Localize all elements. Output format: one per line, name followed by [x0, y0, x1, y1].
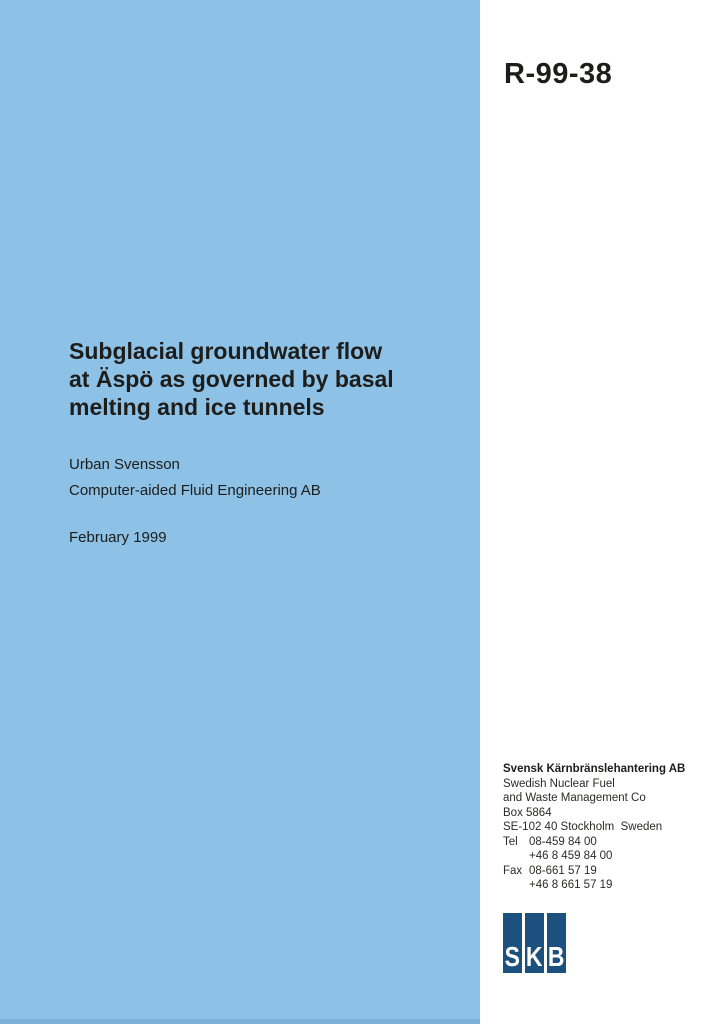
- publisher-address-line: SE-102 40 Stockholm Sweden: [503, 821, 663, 833]
- skb-logo-letter-b: B: [548, 941, 565, 972]
- author-affiliation: Computer-aided Fluid Engineering AB: [69, 482, 321, 499]
- publisher-fax-row: [503, 864, 685, 879]
- fax-label: Fax: [503, 864, 523, 877]
- fax-number-intl: +46 8 661 57 19: [529, 879, 613, 891]
- tel-number-intl: +46 8 459 84 00: [529, 850, 613, 862]
- author-block: [69, 452, 321, 504]
- report-title-line-2: at Äspö as governed by basal: [69, 366, 394, 392]
- fax-label-blank: [503, 878, 529, 893]
- author-name: Urban Svensson: [69, 456, 180, 473]
- skb-logo-letter-s: S: [504, 941, 521, 972]
- publisher-tel-row: [503, 835, 685, 850]
- report-title-line-1: Subglacial groundwater flow: [69, 338, 383, 364]
- publisher-fax-row-intl: [503, 878, 685, 893]
- fax-number-local: 08-661 57 19: [529, 864, 597, 877]
- publisher-name: Svensk Kärnbränslehantering AB: [503, 763, 686, 775]
- skb-logo: [503, 913, 566, 973]
- report-title: [69, 337, 394, 421]
- skb-logo-bar-k: [525, 913, 544, 973]
- skb-logo-letter-k: K: [526, 941, 543, 972]
- tel-number-local: 08-459 84 00: [529, 835, 597, 848]
- publisher-address-line: Swedish Nuclear Fuel: [503, 777, 615, 790]
- report-date: February 1999: [69, 529, 167, 546]
- publisher-address-line: Box 5864: [503, 806, 552, 819]
- skb-logo-bar-b: [547, 913, 566, 973]
- skb-logo-bar-s: [503, 913, 522, 973]
- publisher-tel-row-intl: [503, 849, 685, 864]
- publisher-address-line: and Waste Management Co: [503, 792, 646, 804]
- tel-label: Tel: [503, 835, 518, 848]
- panel-bottom-edge: [0, 1019, 480, 1024]
- report-title-line-3: melting and ice tunnels: [69, 394, 325, 420]
- tel-label-blank: [503, 849, 529, 864]
- report-number: R-99-38: [504, 58, 613, 90]
- publisher-address-block: [503, 762, 685, 893]
